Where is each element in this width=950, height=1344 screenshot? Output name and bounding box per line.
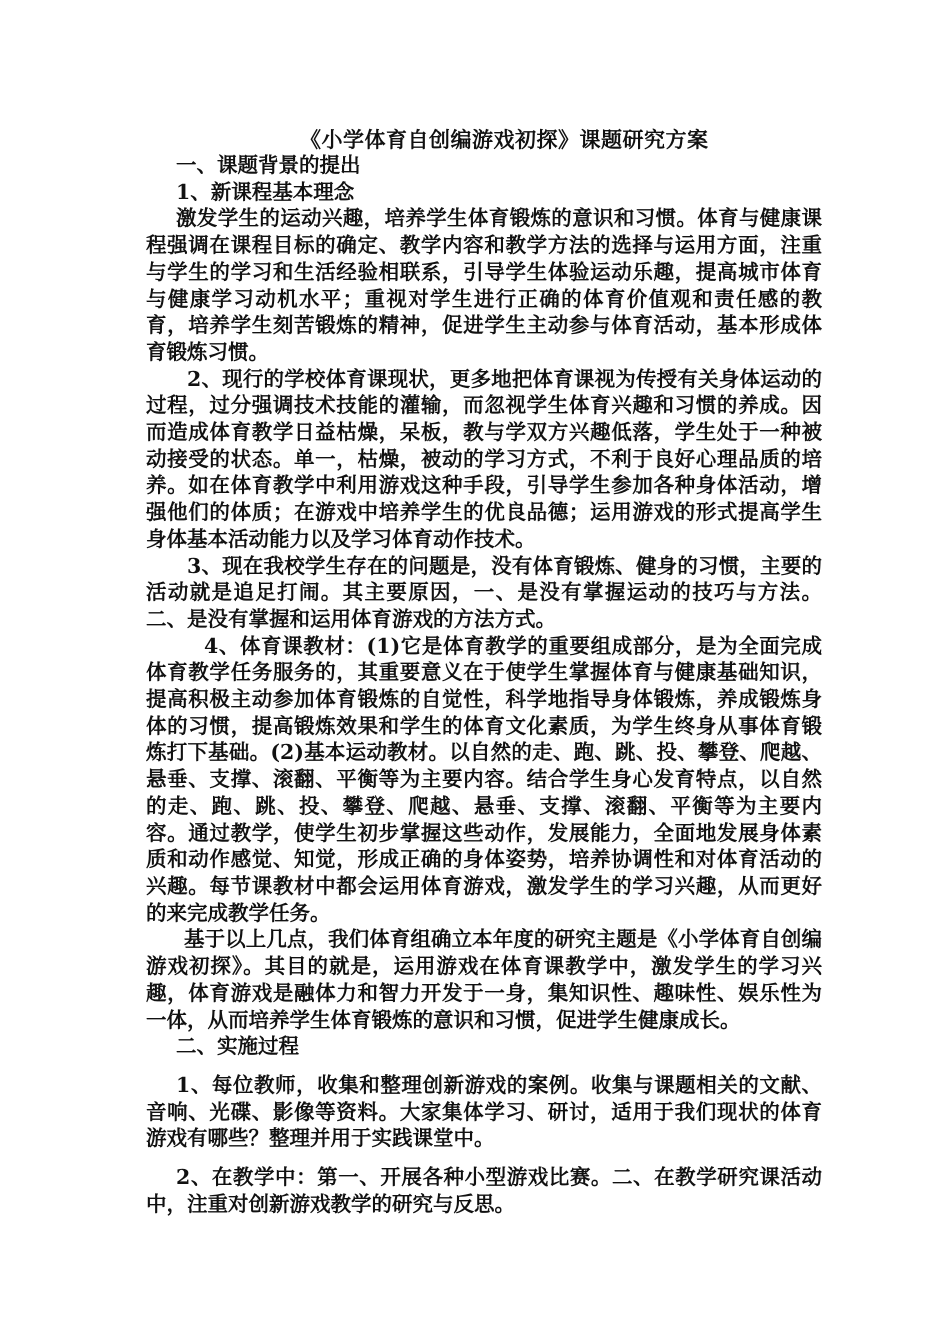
paragraph-student-problems: 3、现在我校学生存在的问题是，没有体育锻炼、健身的习惯，主要的活动就是追足打闹。其主要原因，一、是没有掌握运动的技巧与方法。二、是没有掌握和运用体育游戏的方法方式。: [146, 553, 822, 631]
subsection-heading-curriculum-concept: 1、新课程基本理念: [176, 179, 355, 204]
document-body: [146, 152, 822, 1217]
section-heading-background: 一、课题背景的提出: [176, 153, 361, 177]
section-heading-implementation: 二、实施过程: [176, 1034, 299, 1059]
paragraph-teaching-practice: 2、在教学中：第一、开展各种小型游戏比赛。二、在教学研究课活动中，注重对创新游戏教学的研究与反思。: [146, 1165, 822, 1216]
paragraph-curriculum-concept: 激发学生的运动兴趣，培养学生体育锻炼的意识和习惯。体育与健康课程强调在课程目标的确定、教学内容和教学方法的选择与运用方面，注重与学生的学习和生活经验相联系，引导学生体验运动乐趣，提高城市体育与健康学习动机水平；重视对学生进行正确的体育价值观和责任感的教育，培养学生刻苦锻炼的精神，促进学生主动参与体育活动，基本形成体育锻炼习惯。: [146, 206, 822, 364]
paragraph-research-theme: 基于以上几点，我们体育组确立本年度的研究主题是《小学体育自创编游戏初探》。其目的就是，运用游戏在体育课教学中，激发学生的学习兴趣，体育游戏是融体力和智力开发于一身，集知识性、趣味性、娱乐性为一体，从而培养学生体育锻炼的意识和习惯，促进学生健康成长。: [146, 927, 822, 1032]
paragraph-collect-cases: 1、每位教师，收集和整理创新游戏的案例。收集与课题相关的文献、音响、光碟、影像等资料。大家集体学习、研讨，适用于我们现状的体育游戏有哪些？整理并用于实践课堂中。: [146, 1072, 822, 1151]
document-title: 《小学体育自创编游戏初探》课题研究方案: [300, 127, 709, 152]
paragraph-pe-materials: 4、体育课教材：(1)它是体育教学的重要组成部分，是为全面完成体育教学任务服务的，其重要意义在于使学生掌握体育与健康基础知识，提高积极主动参加体育锻炼的自觉性，科学地指导身体锻炼，养成锻炼身体的习惯，提高锻炼效果和学生的体育文化素质，为学生终身从事体育锻炼打下基础。(2)基本运动教材。以自然的走、跑、跳、投、攀登、爬越、悬垂、支撑、滚翻、平衡等为主要内容。结合学生身心发育特点，以自然的走、跑、跳、投、攀登、爬越、悬垂、支撑、滚翻、平衡等为主要内容。通过教学，使学生初步掌握这些动作，发展能力，全面地发展身体素质和动作感觉、知觉，形成正确的身体姿势，培养协调性和对体育活动的兴趣。每节课教材中都会运用体育游戏，激发学生的学习兴趣，从而更好的来完成教学任务。: [146, 633, 822, 925]
paragraph-current-pe-status: 2、现行的学校体育课现状，更多地把体育课视为传授有关身体运动的过程，过分强调技术技能的灌输，而忽视学生体育兴趣和习惯的养成。因而造成体育教学日益枯燥，呆板，教与学双方兴趣低落，学生处于一种被动接受的状态。单一，枯燥，被动的学习方式，不利于良好心理品质的培养。如在体育教学中利用游戏这种手段，引导学生参加各种身体活动，增强他们的体质；在游戏中培养学生的优良品德；运用游戏的形式提高学生身体基本活动能力以及学习体育动作技术。: [146, 366, 822, 551]
